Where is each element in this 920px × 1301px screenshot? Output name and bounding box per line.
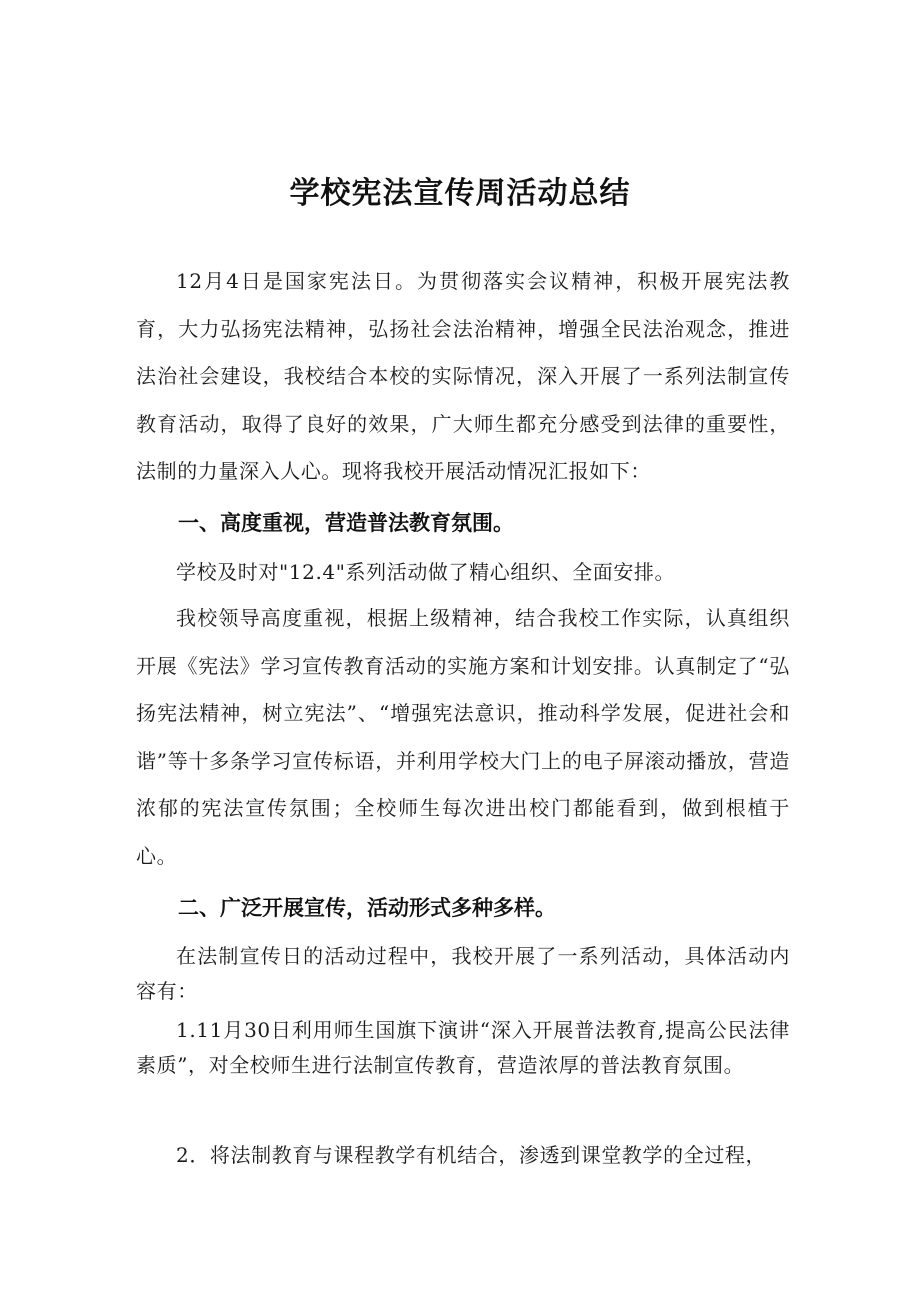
intro-paragraph: 12月4日是国家宪法日。为贯彻落实会议精神，积极开展宪法教育，大力弘扬宪法精神，弘扬社会法治精神，增强全民法治观念，推进法治社会建设，我校结合本校的实际情况，深入开展了一系列法制宣传教育活动，取得了良好的效果，广大师生都充分感受到法律的重要性，法制的力量深入人心。现将我校开展活动情况汇报如下： xyxy=(136,269,790,483)
section2-paragraph: 在法制宣传日的活动过程中，我校开展了一系列活动，具体活动内容有： xyxy=(136,944,790,1003)
section1-line1: 学校及时对"12.4"系列活动做了精心组织、全面安排。 xyxy=(176,560,676,584)
page-title: 学校宪法宣传周活动总结 xyxy=(289,176,631,211)
section2-heading: 二、广泛开展宣传，活动形式多种多样。 xyxy=(178,896,556,920)
section1-heading: 一、高度重视，营造普法教育氛围。 xyxy=(178,511,514,535)
section1-paragraph: 我校领导高度重视，根据上级精神，结合我校工作实际，认真组织开展《宪法》学习宣传教育活动的实施方案和计划安排。认真制定了“弘扬宪法精神，树立宪法”、“增强宪法意识，推动科学发展，促进社会和谐”等十多条学习宣传标语，并利用学校大门上的电子屏滚动播放，营造浓郁的宪法宣传氛围；全校师生每次进出校门都能看到，做到根植于心。 xyxy=(136,606,790,868)
section2-item2: 2．将法制教育与课程教学有机结合，渗透到课堂教学的全过程， xyxy=(176,1143,767,1167)
section2-item1: 1.11月30日利用师生国旗下演讲“深入开展普法教育,提高公民法律素质”，对全校师生进行法制宣传教育，营造浓厚的普法教育氛围。 xyxy=(136,1018,790,1077)
